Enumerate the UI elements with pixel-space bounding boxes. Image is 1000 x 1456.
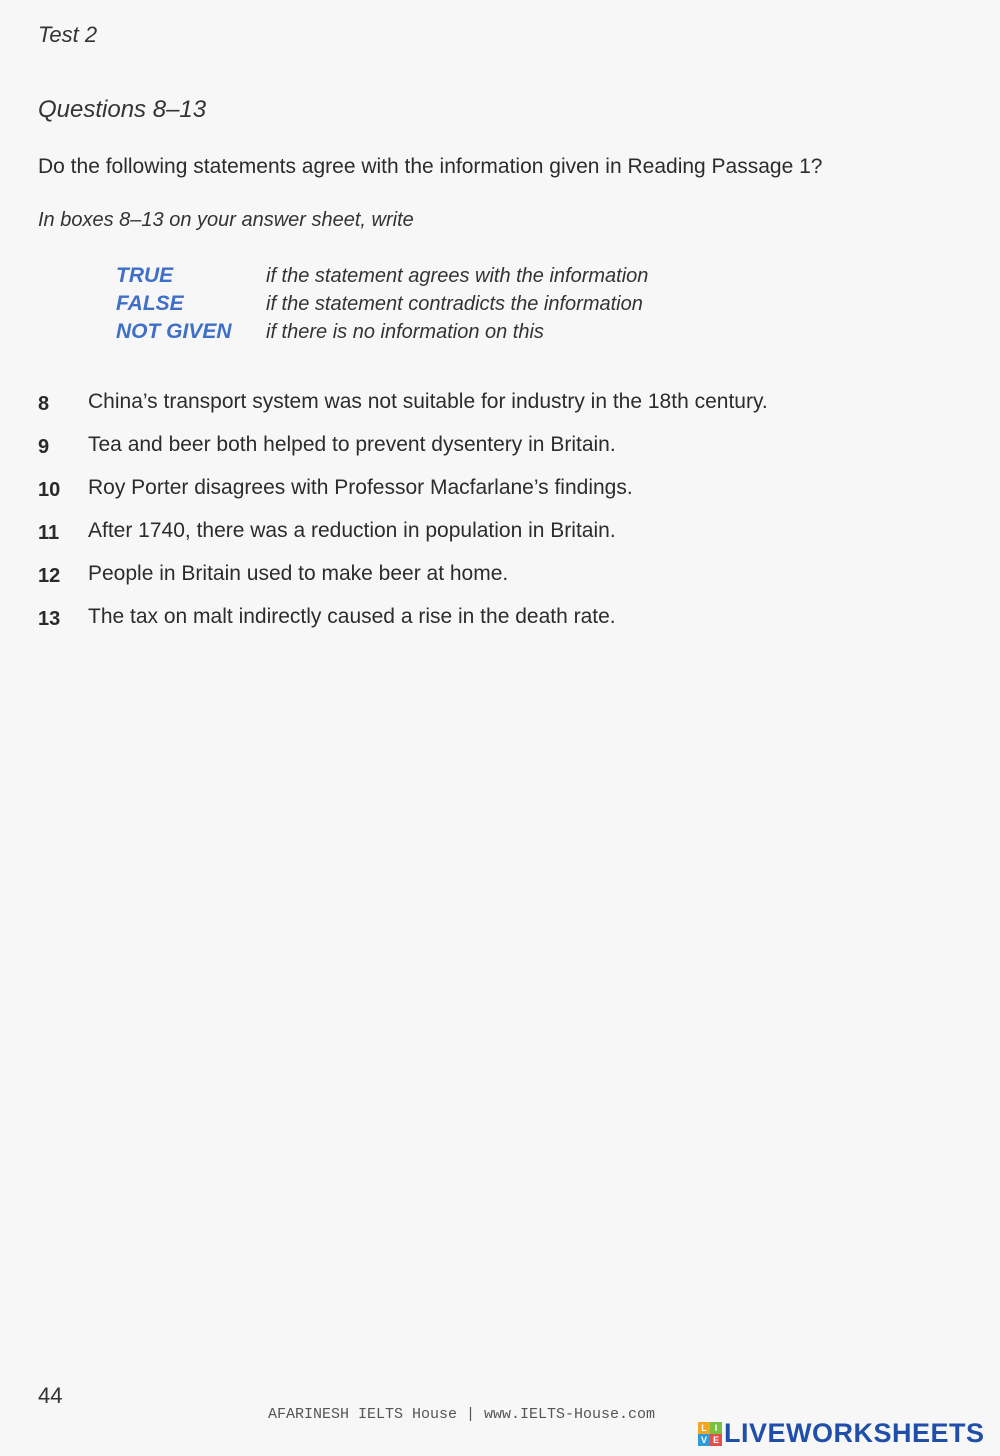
answer-key-term: NOT GIVEN [116, 320, 232, 343]
logo-tile: I [710, 1422, 722, 1434]
statement-item [38, 476, 768, 519]
statement-item [38, 390, 768, 433]
statement-item [38, 433, 768, 476]
statement-list [38, 390, 768, 648]
statement-number: 9 [38, 436, 50, 458]
statement-item [38, 562, 768, 605]
answer-key-description: if the statement contradicts the information [266, 292, 643, 315]
answer-key-term: FALSE [116, 292, 184, 315]
answer-key-table [116, 262, 648, 346]
question-prompt: Do the following statements agree with the information given in Reading Passage 1? [38, 155, 823, 178]
answer-key-term: TRUE [116, 264, 174, 287]
page-number: 44 [38, 1383, 63, 1408]
section-title: Questions 8–13 [38, 96, 207, 123]
statement-item [38, 605, 768, 648]
statement-text: China’s transport system was not suitable for industry in the 18th century. [88, 390, 768, 413]
instruction: In boxes 8–13 on your answer sheet, write [38, 209, 414, 231]
answer-key-row [116, 290, 648, 318]
logo-tile: L [698, 1422, 710, 1434]
answer-key-row [116, 318, 648, 346]
statement-text: Tea and beer both helped to prevent dysentery in Britain. [88, 433, 616, 456]
statement-text: Roy Porter disagrees with Professor Macfarlane’s findings. [88, 476, 633, 499]
logo-tile: V [698, 1434, 710, 1446]
answer-key-description: if there is no information on this [266, 320, 544, 343]
statement-number: 12 [38, 565, 61, 587]
statement-text: People in Britain used to make beer at home. [88, 562, 509, 585]
brand-name: LIVEWORKSHEETS [724, 1418, 985, 1448]
liveworksheets-brand[interactable] [698, 1418, 985, 1449]
answer-key-description: if the statement agrees with the information [266, 264, 649, 287]
statement-number: 11 [38, 522, 60, 544]
footer-credit: AFARINESH IELTS House | www.IELTS-House.com [268, 1406, 656, 1423]
statement-number: 13 [38, 608, 61, 630]
statement-text: The tax on malt indirectly caused a rise in the death rate. [88, 605, 616, 628]
statement-item [38, 519, 768, 562]
statement-number: 8 [38, 393, 50, 415]
liveworksheets-logo-icon [698, 1422, 722, 1446]
running-header: Test 2 [38, 22, 98, 47]
logo-tile: E [710, 1434, 722, 1446]
statement-number: 10 [38, 479, 61, 501]
answer-key-row [116, 262, 648, 290]
statement-text: After 1740, there was a reduction in population in Britain. [88, 519, 616, 542]
